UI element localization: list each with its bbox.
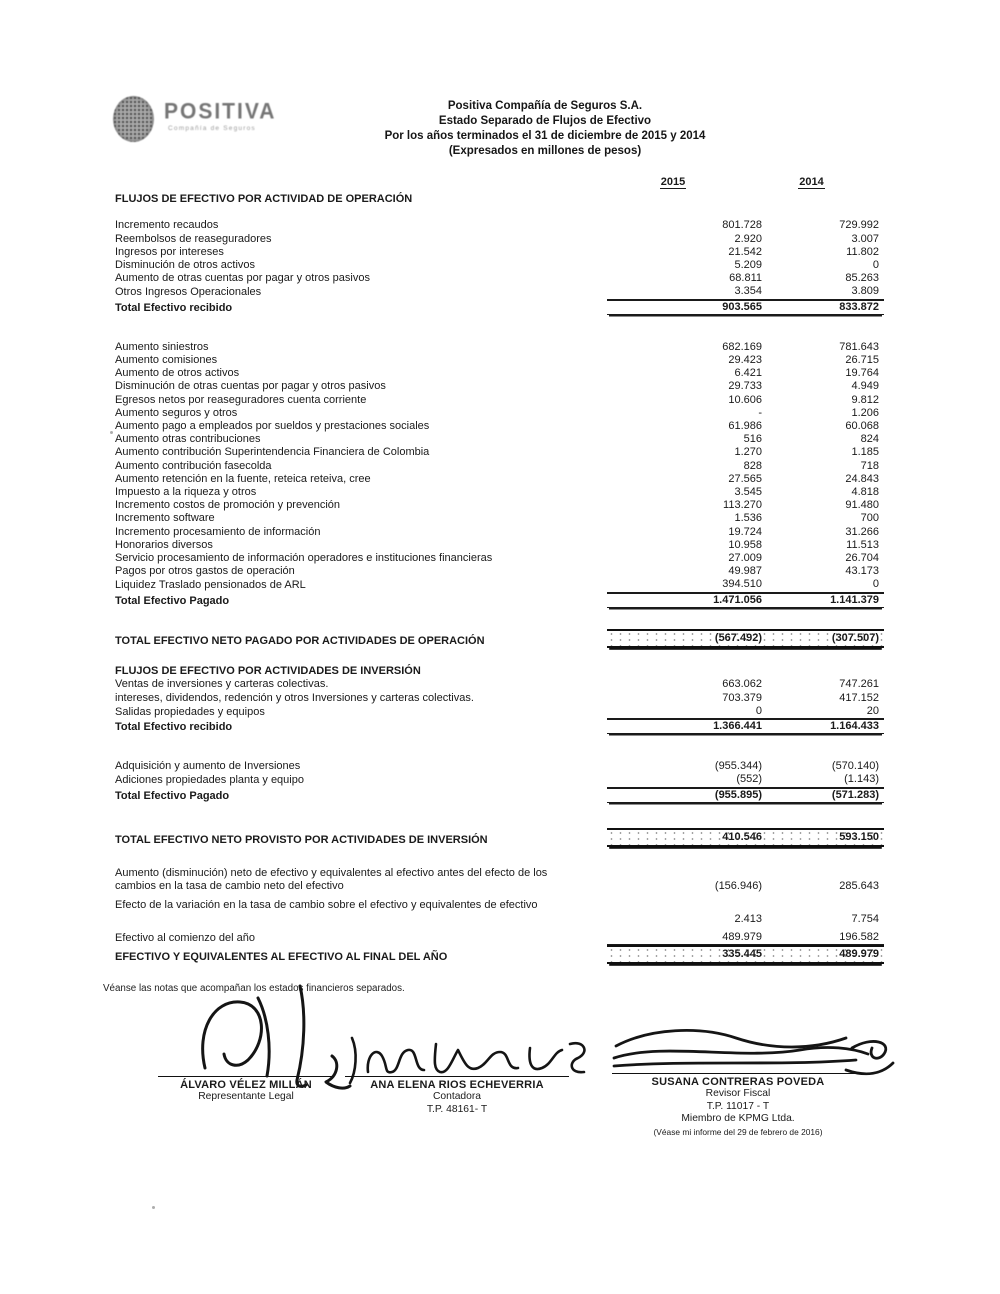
logo-tagline: Compañía de Seguros [168,125,256,132]
row-label: Ingresos por intereses [115,245,224,258]
amount-2014: 11.802 [846,245,879,258]
statement-row [115,394,884,407]
row-label: Pagos por otros gastos de operación [115,565,295,578]
amount-2015: 29.733 [728,380,762,393]
statement-row [115,272,884,285]
amount-2014: 11.513 [846,538,879,551]
amount-2015: 828 [743,459,762,472]
amount-2015: 29.423 [728,354,762,367]
statement-row [115,552,884,565]
amount-2015: 113.270 [723,499,762,512]
year-2014-label: 2014 [799,176,824,188]
signature-block-contadora [345,1076,569,1116]
row-amounts [607,692,884,705]
amount-2015: 1.471.056 [713,593,762,606]
row-label: Liquidez Traslado pensionados de ARL [115,579,306,592]
statement-row [115,678,884,691]
row-amounts [607,272,884,285]
row-amounts [607,880,884,893]
row-label: Egresos netos por reaseguradores cuenta corriente [115,393,367,406]
row-spacer [115,206,884,219]
row-label: Disminución de otras cuentas por pagar y otros pasivos [115,380,386,393]
amount-2014: 0 [872,578,879,591]
amount-2015: - [758,406,762,419]
amount-2015: (156.946) [714,880,762,893]
amount-2014: 43.173 [845,565,879,578]
statement-row-multiline [115,899,884,925]
signature-line [612,1073,864,1074]
row-label: Adquisición y aumento de Inversiones [115,760,301,773]
statement-row [115,705,884,719]
statement-row [115,433,884,446]
row-label: TOTAL EFECTIVO NETO PROVISTO POR ACTIVIDADES DE INVERSIÓN [115,833,488,846]
company-logo [113,96,276,142]
row-amounts [607,705,884,719]
row-label: Total Efectivo recibido [115,720,233,733]
amount-2014: 91.480 [845,499,879,512]
row-label-line1: Efecto de la variación en la tasa de cambio sobre el efectivo y equivalentes de efectivo [115,899,538,912]
amount-2014: 285.643 [839,880,879,893]
signer-name: ÁLVARO VÉLEZ MILLÁN [180,1079,312,1091]
amount-2015: 68.811 [729,272,762,285]
amount-2015: 801.728 [722,219,762,232]
amount-2015: 1.270 [734,446,762,459]
total-row [115,300,884,315]
row-amounts [607,380,884,393]
signer-license: T.P. 11017 - T [706,1100,770,1112]
amount-2015: (567.492) [714,631,762,644]
row-spacer [115,803,884,828]
section-title: FLUJOS DE EFECTIVO POR ACTIVIDAD DE OPERACIÓN [115,193,413,206]
row-spacer [115,315,884,341]
amount-2015: 10.606 [728,393,762,406]
statement-row [115,246,884,259]
amount-2014: 26.704 [845,552,879,565]
signature-line [345,1076,569,1077]
statement-row [115,446,884,459]
statement-row [115,578,884,592]
signature-block-revisor [612,1073,864,1138]
row-amounts [607,552,884,565]
row-amounts [607,259,884,272]
row-label: Aumento comisiones [115,354,218,367]
total-row [115,593,884,608]
statement-row [115,219,884,232]
amount-2014: (571.283) [831,788,879,801]
row-amounts [607,788,884,803]
amount-2015: 1.366.441 [713,719,762,732]
amount-2014: 729.992 [839,219,879,232]
amount-2014: 700 [860,512,879,525]
amount-2014: 4.949 [851,380,879,393]
amount-2015: 3.354 [734,285,762,298]
row-label: Servicio procesamiento de información operadores e instituciones financieras [115,552,493,565]
row-label: Adiciones propiedades planta y equipo [115,774,304,787]
row-spacer [115,608,884,629]
row-label: Disminución de otros activos [115,259,256,272]
row-amounts [607,367,884,380]
row-label: Aumento seguros y otros [115,406,238,419]
period-line: Por los años terminados el 31 de diciembre de 2015 y 2014 [384,130,706,142]
row-label-line2 [115,913,603,926]
amount-2014: 1.164.433 [830,719,879,732]
amount-2015: 5.209 [734,259,762,272]
statement-row [115,526,884,539]
row-amounts [607,913,884,926]
statement-row [115,420,884,433]
row-label: Aumento contribución Superintendencia Financiera de Colombia [115,446,430,459]
row-label: intereses, dividendos, redención y otros Inversiones y carteras colectivas. [115,691,474,704]
amount-2015: 335.445 [722,947,762,960]
signature-line [158,1076,334,1077]
row-amounts [607,460,884,473]
row-label: Aumento contribución fasecolda [115,459,272,472]
statement-row [115,512,884,525]
amount-2015: 19.724 [728,525,762,538]
amount-2015: 0 [755,704,762,717]
amount-2015: 61.986 [728,420,762,433]
row-label: Incremento recaudos [115,219,219,232]
row-amounts [607,719,884,734]
logo-brand: POSITIVA [164,99,277,124]
statement-row [115,259,884,272]
amount-2015: 394.510 [722,578,762,591]
amount-2014: 85.263 [845,272,879,285]
row-amounts [607,760,884,773]
amount-2015: (552) [736,773,762,786]
row-label [115,899,607,925]
row-amounts [607,593,884,608]
row-amounts [607,773,884,787]
scan-speck [110,431,113,434]
scan-speck [152,1206,155,1209]
row-amounts [607,499,884,512]
amount-2014: 1.185 [851,446,879,459]
amount-2014: (1.143) [844,773,879,786]
cash-flow-statement [115,176,884,964]
amount-2014: 60.068 [845,420,879,433]
amount-2015: (955.895) [714,788,762,801]
signer-role: Contadora [432,1091,482,1102]
row-amounts [607,233,884,246]
row-label: Incremento procesamiento de información [115,525,321,538]
statement-row [115,539,884,552]
column-headers-amounts [607,176,884,189]
amount-2014: 1.141.379 [830,593,879,606]
row-label: Incremento software [115,512,215,525]
amount-2014: 4.818 [851,486,879,499]
row-amounts [607,407,884,420]
total-row [115,788,884,803]
amount-2015: 2.413 [734,912,762,925]
row-label: Total Efectivo Pagado [115,594,230,607]
grand-total-row [115,945,884,964]
statement-row [115,380,884,393]
statement-row [115,285,884,299]
signer-report-note: (Véase mi informe del 29 de febrero de 2016) [653,1126,823,1137]
row-amounts [607,354,884,367]
row-amounts [607,629,884,648]
amount-2015: 27.565 [728,472,762,485]
row-spacer [115,734,884,760]
statement-title: Estado Separado de Flujos de Efectivo [438,115,652,127]
amount-2014: 24.843 [845,472,879,485]
row-amounts [607,539,884,552]
row-amounts [607,473,884,486]
row-amounts [607,512,884,525]
row-label: Aumento de otras cuentas por pagar y otros pasivos [115,272,370,285]
row-label: Salidas propiedades y equipos [115,705,265,718]
amount-2014: 7.754 [851,912,879,925]
statement-row [115,341,884,354]
year-2015-label: 2015 [660,176,686,188]
amount-2014: 593.150 [839,830,879,843]
row-amounts [607,300,884,315]
statement-row [115,233,884,246]
amount-2014: 3.809 [851,285,879,298]
amount-2014: (307.507) [831,631,879,644]
amount-2015: 27.009 [728,552,762,565]
column-headers [115,176,884,189]
row-label: Reembolsos de reaseguradores [115,232,272,245]
row-spacer [115,648,884,665]
amount-2015: 663.062 [722,678,762,691]
amount-2014: 26.715 [845,354,879,367]
amount-2015: 682.169 [722,340,762,353]
amount-2014: 3.007 [851,232,879,245]
grand-total-row [115,629,884,648]
amount-2014: 417.152 [839,691,879,704]
row-label: Aumento pago a empleados por sueldos y prestaciones sociales [115,420,430,433]
row-amounts [607,486,884,499]
company-name: Positiva Compañía de Seguros S.A. [447,100,643,112]
amount-2015: 903.565 [722,300,762,313]
signature-susana-icon [614,1030,893,1073]
amount-2015: 1.536 [734,512,762,525]
row-spacer [115,847,884,867]
amount-2014: 196.582 [839,930,879,943]
row-label [115,867,607,893]
amount-2014: 781.643 [839,340,879,353]
amount-2015: 2.920 [734,232,762,245]
amount-2014: 31.266 [845,525,879,538]
statement-row [115,367,884,380]
signer-license: T.P. 48161- T [426,1103,488,1115]
grand-total-row [115,828,884,847]
row-amounts [607,219,884,232]
row-amounts [607,394,884,407]
amount-2015: 516 [743,433,762,446]
amount-2015: 10.958 [728,538,762,551]
row-label: Total Efectivo Pagado [115,789,230,802]
row-amounts [607,246,884,259]
row-label: Honorarios diversos [115,538,213,551]
row-amounts [607,828,884,847]
row-label: Impuesto a la riqueza y otros [115,486,257,499]
amount-2014: 20 [866,704,879,717]
section-title: FLUJOS DE EFECTIVO POR ACTIVIDADES DE INVERSIÓN [115,665,421,678]
column-header-2014 [765,176,884,189]
amount-2015: 410.546 [722,830,762,843]
statement-row [115,407,884,420]
amount-2014: 9.812 [851,393,879,406]
row-amounts [607,446,884,459]
statement-row [115,354,884,367]
amount-2014: 0 [872,259,879,272]
row-label: Ventas de inversiones y carteras colectivas. [115,678,329,691]
row-label: Efectivo al comienzo del año [115,931,256,944]
units-line: (Expresados en millones de pesos) [448,145,642,157]
amount-2015: 6.421 [734,367,762,380]
statement-row [115,460,884,473]
document-header [285,99,805,159]
amount-2014: 718 [860,459,879,472]
row-amounts [607,526,884,539]
amount-2014: 19.764 [845,367,879,380]
row-amounts [607,285,884,299]
row-amounts [607,420,884,433]
row-label: Otros Ingresos Operacionales [115,286,262,299]
statement-row [115,931,884,945]
row-amounts [607,565,884,578]
signer-name: ANA ELENA RIOS ECHEVERRIA [370,1079,544,1091]
amount-2015: 49.987 [728,565,762,578]
statement-row [115,473,884,486]
row-amounts [607,945,884,964]
row-label-line2: cambios en la tasa de cambio neto del efectivo [115,880,344,893]
amount-2014: 833.872 [839,300,879,313]
signer-role: Revisor Fiscal [705,1088,771,1099]
statement-row [115,773,884,787]
signer-firm: Miembro de KPMG Ltda. [681,1113,795,1124]
amount-2014: 489.979 [839,947,879,960]
row-amounts [607,678,884,691]
amount-2014: 747.261 [839,678,879,691]
row-label: Incremento costos de promoción y prevención [115,499,341,512]
amount-2015: 3.545 [734,486,762,499]
amount-2015: (955.344) [714,760,762,773]
logo-globe-icon [113,96,154,142]
row-label: Total Efectivo recibido [115,301,233,314]
total-row [115,719,884,734]
row-amounts [607,578,884,592]
signature-alvaro-icon [203,986,350,1088]
row-label: EFECTIVO Y EQUIVALENTES AL EFECTIVO AL FINAL DEL AÑO [115,950,448,963]
statement-row [115,692,884,705]
row-label: Aumento otras contribuciones [115,433,261,446]
amount-2014: 1.206 [851,406,879,419]
row-label: Aumento retención en la fuente, reteica reteiva, cree [115,472,371,485]
column-header-2015 [607,176,765,189]
signer-role: Representante Legal [198,1091,294,1102]
row-label: Aumento siniestros [115,340,209,353]
statement-row [115,565,884,578]
amount-2015: 703.379 [722,691,762,704]
statement-row [115,499,884,512]
row-amounts [607,433,884,446]
statement-row [115,760,884,773]
statement-row [115,486,884,499]
amount-2014: 824 [860,433,879,446]
row-label: Aumento de otros activos [115,367,240,380]
amount-2015: 489.979 [722,930,762,943]
row-amounts [607,341,884,354]
row-label: TOTAL EFECTIVO NETO PAGADO POR ACTIVIDADES DE OPERACIÓN [115,634,485,647]
amount-2014: (570.140) [831,760,879,773]
amount-2015: 21.542 [728,245,762,258]
signer-name: SUSANA CONTRERAS POVEDA [651,1076,825,1088]
row-label-line1: Aumento (disminución) neto de efectivo y equivalentes al efectivo antes del efecto de los [115,866,548,879]
footnote: Véanse las notas que acompañan los estados financieros separados. [103,983,405,994]
signature-block-legal [158,1076,334,1104]
row-amounts [607,931,884,945]
statement-row-multiline [115,867,884,893]
